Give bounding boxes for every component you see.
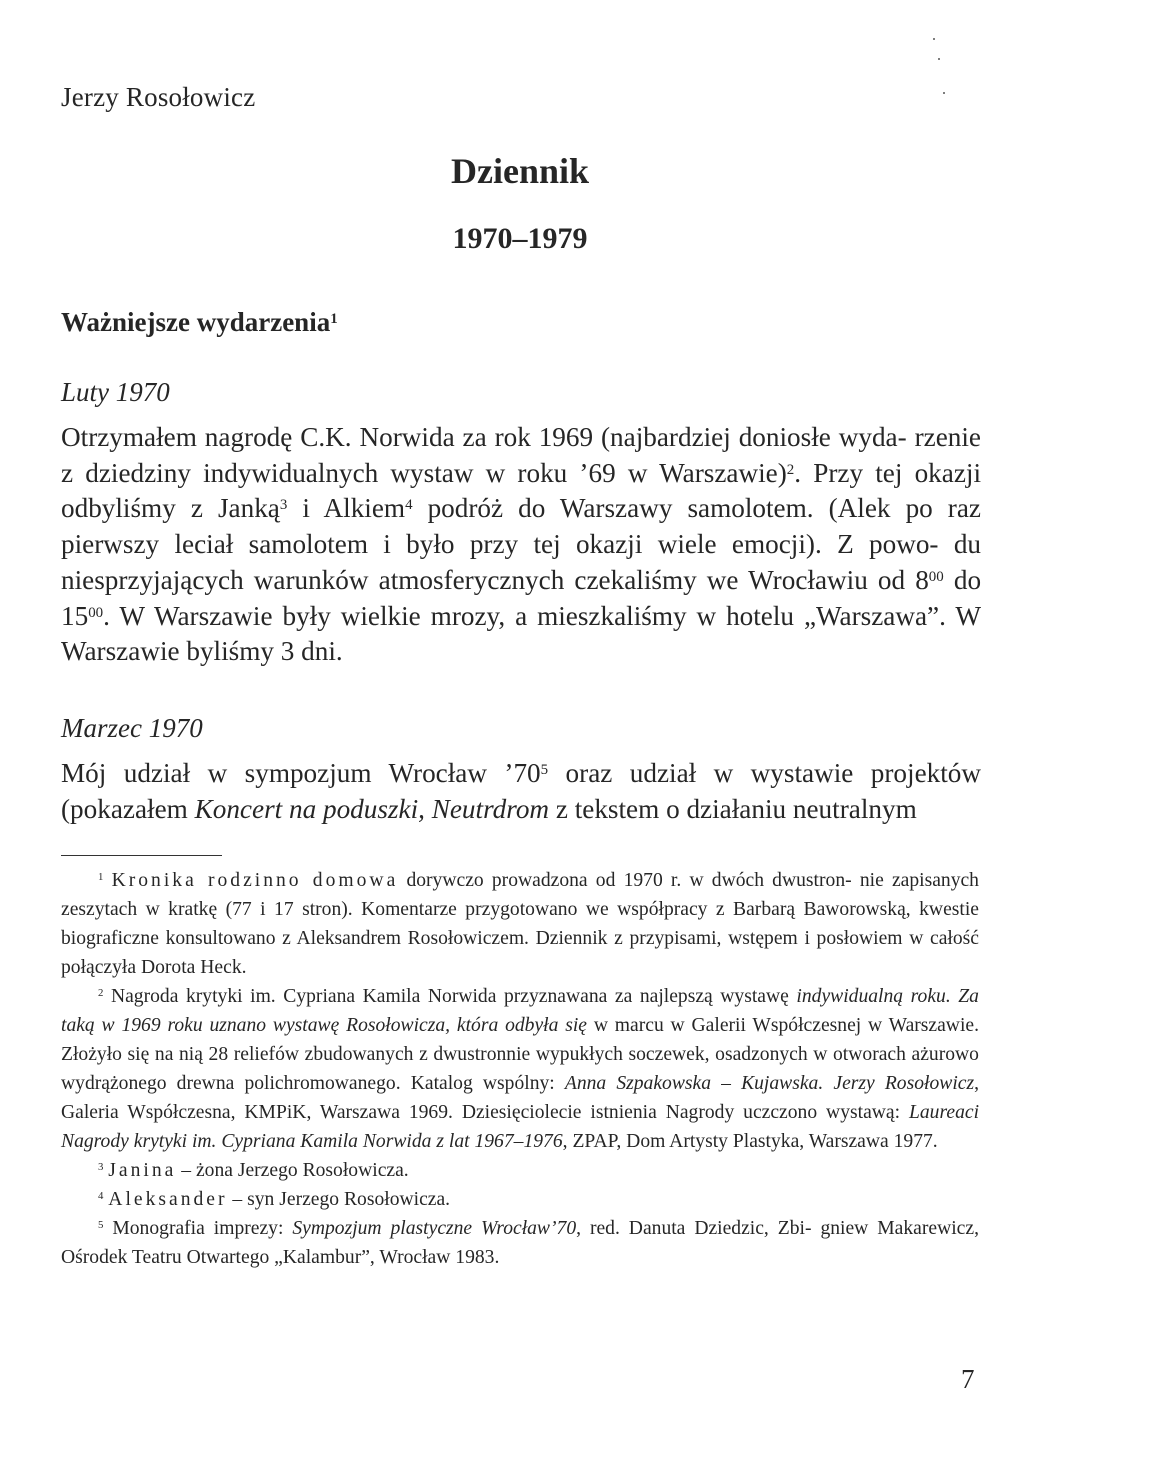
footnote: $^2$ Nagroda krytyki im. Cypriana Kamila Norwida przyznawana za najlepszą wystawę indywidualną roku. Za taką w 1969 roku uznano wystawę Rosołowicza, która odbyła się w marcu w Galerii Współczesnej w Warszawie. Złożyło się na nią 28 reliefów zbudowanych z dwustronnie wypukłych soczewek, osadzonych w otworach ażurowo wydrążonego drewna polichromowanego. Katalog wspólny: Anna Szpakowska – Kujawska. Jerzy Rosołowicz, Galeria Współczesna, KMPiK, Warszawa 1969. Dziesięciolecie istnienia Nagrody uczczono wystawą: Laureaci Nagrody krytyki im. Cypriana Kamila Norwida z lat 1967–1976, ZPAP, Dom Artysty Plastyka, Warszawa 1977.: [61, 986, 980, 1152]
footnote-ref: 4: [405, 497, 413, 514]
footnote-ref: 3: [279, 497, 288, 514]
scan-speck: [943, 92, 945, 94]
spaced-label: Aleksander: [108, 1189, 228, 1210]
entry-text: Otrzymałem nagrodę C.K. Norwida za rok 1969 (najbardziej doniosłe wyda- rzenie z dziedziny indywidualnych wystaw w roku ’69 w Warszawie)$^2$. Przy tej okazji odbyliśmy z Janką$^3$ i Alkiem$^4$ podróż do Warszawy samolotem. (Alek po raz pierwszy leciał samolotem i było przy tej okazji wiele emocji). Z powo- du niesprzyjających warunków atmosferycznych czekaliśmy we Wrocławiu od $8^{00}$ do $15^{00}$. W Warszawie były wielkie mrozy, a mieszkaliśmy w hotelu „Warszawa”. W Warszawie byliśmy 3 dni.: [61, 422, 982, 667]
scan-speck: [938, 58, 940, 60]
footnote-ref: 00: [88, 604, 104, 621]
footnote-number: 2: [98, 987, 104, 1000]
entry-text: Mój udział w sympozjum Wrocław $’70^5$ oraz udział w wystawie projektów (pokazałem Koncert na poduszki, Neutrdrom z tekstem o działaniu neutralnym: [61, 758, 982, 824]
page-number: 7: [961, 1364, 975, 1394]
italic-text: Laureaci Nagrody krytyki im. Cypriana Kamila Norwida z lat 1967–1976: [61, 1102, 980, 1152]
footnote-ref: 2: [786, 461, 795, 478]
italic-text: indywidualną roku. Za taką w 1969 roku uznano wystawę Rosołowicza, która odbyła się: [61, 986, 979, 1036]
italic-text: Koncert na poduszki, Neutrdrom: [194, 793, 550, 824]
entry-month: Marzec 1970: [61, 713, 203, 743]
diary-title: Dziennik: [450, 151, 590, 191]
footnote-ref: 00: [928, 568, 944, 585]
footnote-number: 3: [98, 1161, 104, 1174]
footnote: $^1$ Kronika rodzinno domowa dorywczo prowadzona od 1970 r. w dwóch dwustron- nie zapisanych zeszytach w kratkę (77 i 17 stron). Komentarze przygotowano we współpracy z Barbarą Baworowską, kwestie biograficzne konsultowano z Aleksandrem Rosołowiczem. Dziennik z przypisami, wstępem i posłowiem w całość połączyła Dorota Heck.: [61, 870, 979, 978]
footnote-divider: [61, 855, 222, 856]
footnote-number: 4: [98, 1190, 104, 1203]
footnote-ref: 5: [540, 761, 549, 778]
footnote-number: 5: [98, 1219, 104, 1232]
footnote: $^4$ Aleksander – syn Jerzego Rosołowicza.: [98, 1189, 451, 1210]
footnote: $^5$ Monografia imprezy: Sympozjum plastyczne Wrocław’70, red. Danuta Dziedzic, Zbi- gniew Makarewicz, Ośrodek Teatru Otwartego „Kalambur”, Wrocław 1983.: [61, 1218, 979, 1268]
footnote-ref: 1: [330, 310, 338, 327]
section-heading: [61, 307, 338, 338]
section-label: Ważniejsze wydarzenia: [61, 307, 331, 337]
footnotes: [61, 866, 979, 1272]
italic-text: Anna Szpakowska – Kujawska. Jerzy Rosołowicz: [564, 1073, 975, 1094]
spaced-label: Janina: [108, 1160, 177, 1181]
diary-years: 1970–1979: [452, 222, 588, 255]
footnote: $^3$ Janina – żona Jerzego Rosołowicza.: [98, 1160, 409, 1181]
scan-speck: [933, 38, 935, 40]
spaced-label: Kronika rodzinno domowa: [111, 870, 399, 891]
italic-text: Sympozjum plastyczne Wrocław’70: [292, 1218, 577, 1239]
entry-month: Luty 1970: [61, 377, 170, 407]
author-name: Jerzy Rosołowicz: [61, 82, 256, 112]
footnote-number: 1: [98, 871, 104, 884]
